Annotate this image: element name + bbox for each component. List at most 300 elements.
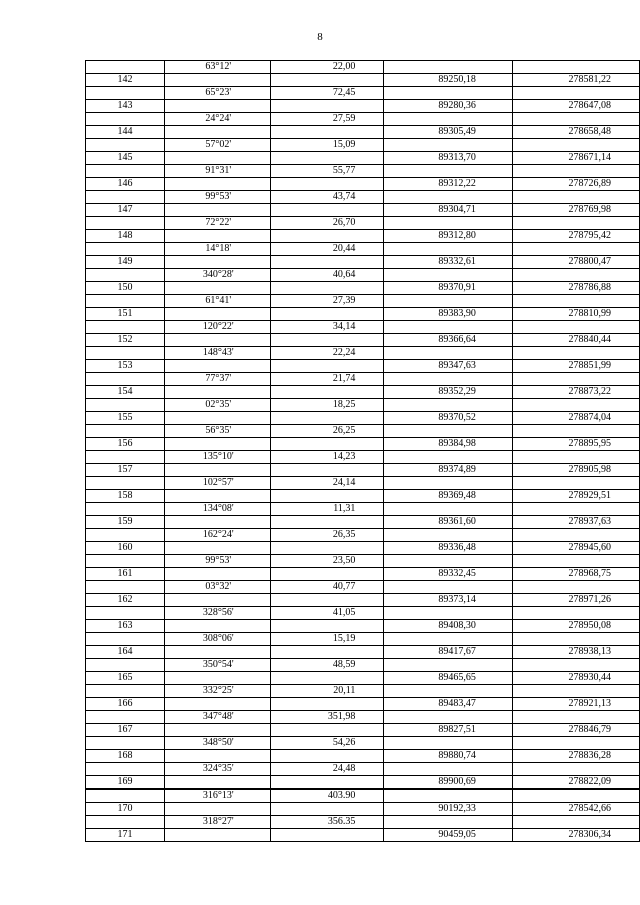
point-row (86, 803, 640, 816)
y-coordinate-cell: 278846,79 (512, 724, 639, 737)
direction-angle-cell: 332°25' (164, 685, 270, 698)
segment-length-cell (270, 334, 384, 347)
x-coordinate-cell: 89880,74 (384, 750, 512, 763)
direction-angle-cell (164, 464, 270, 477)
point-number-cell (86, 217, 165, 230)
x-coordinate-cell (384, 113, 512, 126)
segment-length-cell: 27,39 (270, 295, 384, 308)
direction-angle-cell: 347°48' (164, 711, 270, 724)
point-number-cell (86, 555, 165, 568)
segment-length-cell (270, 152, 384, 165)
x-coordinate-cell (384, 555, 512, 568)
y-coordinate-cell: 278938,13 (512, 646, 639, 659)
direction-angle-cell: 328°56' (164, 607, 270, 620)
x-coordinate-cell: 90192,33 (384, 803, 512, 816)
point-number-cell: 162 (86, 594, 165, 607)
y-coordinate-cell (512, 477, 639, 490)
direction-angle-cell: 57°02' (164, 139, 270, 152)
point-row (86, 334, 640, 347)
point-number-cell (86, 61, 165, 74)
y-coordinate-cell (512, 451, 639, 464)
point-row (86, 152, 640, 165)
direction-angle-cell (164, 646, 270, 659)
point-number-cell: 144 (86, 126, 165, 139)
x-coordinate-cell (384, 243, 512, 256)
x-coordinate-cell (384, 789, 512, 803)
segment-length-cell (270, 490, 384, 503)
y-coordinate-cell (512, 243, 639, 256)
point-number-cell (86, 425, 165, 438)
segment-row (86, 269, 640, 282)
point-row (86, 594, 640, 607)
point-row (86, 438, 640, 451)
direction-angle-cell (164, 594, 270, 607)
segment-length-cell (270, 282, 384, 295)
point-row (86, 360, 640, 373)
segment-length-cell: 403.90 (270, 789, 384, 803)
x-coordinate-cell (384, 607, 512, 620)
direction-angle-cell: 324°35' (164, 763, 270, 776)
y-coordinate-cell: 278874,04 (512, 412, 639, 425)
direction-angle-cell (164, 672, 270, 685)
direction-angle-cell (164, 230, 270, 243)
point-row (86, 698, 640, 711)
segment-row (86, 503, 640, 516)
y-coordinate-cell (512, 581, 639, 594)
y-coordinate-cell (512, 659, 639, 672)
x-coordinate-cell (384, 321, 512, 334)
y-coordinate-cell: 278581,22 (512, 74, 639, 87)
direction-angle-cell (164, 568, 270, 581)
point-row (86, 256, 640, 269)
segment-length-cell (270, 698, 384, 711)
y-coordinate-cell: 278542,66 (512, 803, 639, 816)
segment-length-cell (270, 256, 384, 269)
y-coordinate-cell: 278950,08 (512, 620, 639, 633)
segment-length-cell (270, 568, 384, 581)
direction-angle-cell: 308°06' (164, 633, 270, 646)
direction-angle-cell: 134°08' (164, 503, 270, 516)
y-coordinate-cell (512, 425, 639, 438)
y-coordinate-cell: 278921,13 (512, 698, 639, 711)
point-row (86, 542, 640, 555)
segment-length-cell (270, 594, 384, 607)
point-row (86, 750, 640, 763)
segment-row (86, 139, 640, 152)
x-coordinate-cell: 89332,61 (384, 256, 512, 269)
segment-length-cell (270, 750, 384, 763)
y-coordinate-cell (512, 737, 639, 750)
point-number-cell: 149 (86, 256, 165, 269)
point-row (86, 829, 640, 842)
segment-length-cell: 72,45 (270, 87, 384, 100)
point-row (86, 724, 640, 737)
segment-length-cell (270, 803, 384, 816)
segment-length-cell (270, 646, 384, 659)
x-coordinate-cell: 89332,45 (384, 568, 512, 581)
point-number-cell: 146 (86, 178, 165, 191)
point-number-cell: 160 (86, 542, 165, 555)
y-coordinate-cell (512, 295, 639, 308)
y-coordinate-cell: 278930,44 (512, 672, 639, 685)
segment-length-cell (270, 386, 384, 399)
direction-angle-cell: 61°41' (164, 295, 270, 308)
direction-angle-cell (164, 516, 270, 529)
direction-angle-cell (164, 152, 270, 165)
y-coordinate-cell: 278873,22 (512, 386, 639, 399)
x-coordinate-cell (384, 165, 512, 178)
x-coordinate-cell (384, 816, 512, 829)
y-coordinate-cell: 278786,88 (512, 282, 639, 295)
point-row (86, 620, 640, 633)
point-number-cell: 164 (86, 646, 165, 659)
direction-angle-cell: 348°50' (164, 737, 270, 750)
x-coordinate-cell (384, 633, 512, 646)
x-coordinate-cell: 89313,70 (384, 152, 512, 165)
segment-length-cell (270, 126, 384, 139)
direction-angle-cell: 14°18' (164, 243, 270, 256)
direction-angle-cell: 120°22' (164, 321, 270, 334)
direction-angle-cell: 316°13' (164, 789, 270, 803)
direction-angle-cell (164, 438, 270, 451)
y-coordinate-cell: 278726,89 (512, 178, 639, 191)
x-coordinate-cell: 89347,63 (384, 360, 512, 373)
direction-angle-cell: 99°53' (164, 191, 270, 204)
y-coordinate-cell: 278945,60 (512, 542, 639, 555)
direction-angle-cell: 162°24' (164, 529, 270, 542)
x-coordinate-cell (384, 685, 512, 698)
segment-row (86, 243, 640, 256)
x-coordinate-cell: 89900,69 (384, 776, 512, 790)
point-row (86, 308, 640, 321)
point-number-cell: 155 (86, 412, 165, 425)
y-coordinate-cell: 278968,75 (512, 568, 639, 581)
y-coordinate-cell (512, 87, 639, 100)
segment-length-cell: 48,59 (270, 659, 384, 672)
direction-angle-cell (164, 803, 270, 816)
point-number-cell: 170 (86, 803, 165, 816)
point-number-cell: 145 (86, 152, 165, 165)
point-number-cell (86, 321, 165, 334)
x-coordinate-cell (384, 373, 512, 386)
y-coordinate-cell (512, 373, 639, 386)
segment-row (86, 347, 640, 360)
y-coordinate-cell (512, 269, 639, 282)
segment-length-cell: 34,14 (270, 321, 384, 334)
segment-row (86, 763, 640, 776)
direction-angle-cell (164, 308, 270, 321)
segment-length-cell (270, 308, 384, 321)
y-coordinate-cell: 278769,98 (512, 204, 639, 217)
x-coordinate-cell: 89361,60 (384, 516, 512, 529)
segment-row (86, 477, 640, 490)
direction-angle-cell: 135°10' (164, 451, 270, 464)
segment-length-cell (270, 672, 384, 685)
segment-length-cell (270, 516, 384, 529)
direction-angle-cell (164, 750, 270, 763)
segment-row (86, 607, 640, 620)
point-number-cell (86, 477, 165, 490)
direction-angle-cell: 63°12' (164, 61, 270, 74)
segment-length-cell: 21,74 (270, 373, 384, 386)
x-coordinate-cell: 89312,80 (384, 230, 512, 243)
direction-angle-cell: 99°53' (164, 555, 270, 568)
x-coordinate-cell (384, 711, 512, 724)
x-coordinate-cell (384, 529, 512, 542)
direction-angle-cell (164, 776, 270, 790)
x-coordinate-cell: 89370,91 (384, 282, 512, 295)
y-coordinate-cell: 278971,26 (512, 594, 639, 607)
direction-angle-cell: 56°35' (164, 425, 270, 438)
page-number: 8 (317, 31, 323, 43)
point-number-cell (86, 711, 165, 724)
segment-length-cell (270, 230, 384, 243)
x-coordinate-cell: 89465,65 (384, 672, 512, 685)
segment-row (86, 87, 640, 100)
y-coordinate-cell: 278851,99 (512, 360, 639, 373)
direction-angle-cell: 24°24' (164, 113, 270, 126)
y-coordinate-cell: 278647,08 (512, 100, 639, 113)
y-coordinate-cell (512, 165, 639, 178)
point-number-cell: 142 (86, 74, 165, 87)
segment-length-cell (270, 360, 384, 373)
point-number-cell: 159 (86, 516, 165, 529)
segment-length-cell: 27,59 (270, 113, 384, 126)
segment-length-cell (270, 724, 384, 737)
direction-angle-cell (164, 386, 270, 399)
point-number-cell (86, 139, 165, 152)
y-coordinate-cell (512, 217, 639, 230)
y-coordinate-cell (512, 347, 639, 360)
x-coordinate-cell: 90459,05 (384, 829, 512, 842)
x-coordinate-cell: 89369,48 (384, 490, 512, 503)
y-coordinate-cell (512, 529, 639, 542)
direction-angle-cell: 350°54' (164, 659, 270, 672)
point-number-cell: 156 (86, 438, 165, 451)
direction-angle-cell (164, 724, 270, 737)
segment-row (86, 529, 640, 542)
direction-angle-cell: 72°22' (164, 217, 270, 230)
segment-length-cell: 22,00 (270, 61, 384, 74)
x-coordinate-cell (384, 399, 512, 412)
segment-row (86, 217, 640, 230)
segment-row (86, 451, 640, 464)
x-coordinate-cell (384, 217, 512, 230)
point-row (86, 776, 640, 790)
direction-angle-cell (164, 698, 270, 711)
direction-angle-cell (164, 620, 270, 633)
segment-row (86, 659, 640, 672)
point-row (86, 126, 640, 139)
point-row (86, 230, 640, 243)
point-row (86, 282, 640, 295)
x-coordinate-cell (384, 737, 512, 750)
point-number-cell (86, 165, 165, 178)
x-coordinate-cell: 89366,64 (384, 334, 512, 347)
direction-angle-cell: 148°43' (164, 347, 270, 360)
point-number-cell: 153 (86, 360, 165, 373)
direction-angle-cell: 318°27' (164, 816, 270, 829)
x-coordinate-cell (384, 61, 512, 74)
segment-row (86, 373, 640, 386)
y-coordinate-cell (512, 61, 639, 74)
segment-length-cell (270, 204, 384, 217)
segment-row (86, 555, 640, 568)
segment-length-cell (270, 464, 384, 477)
segment-length-cell (270, 178, 384, 191)
direction-angle-cell: 102°57' (164, 477, 270, 490)
y-coordinate-cell: 278895,95 (512, 438, 639, 451)
point-row (86, 100, 640, 113)
point-number-cell (86, 113, 165, 126)
segment-length-cell: 18,25 (270, 399, 384, 412)
segment-row (86, 295, 640, 308)
y-coordinate-cell: 278840,44 (512, 334, 639, 347)
x-coordinate-cell: 89370,52 (384, 412, 512, 425)
point-number-cell (86, 373, 165, 386)
point-number-cell: 150 (86, 282, 165, 295)
point-number-cell: 165 (86, 672, 165, 685)
point-number-cell: 147 (86, 204, 165, 217)
segment-length-cell (270, 620, 384, 633)
y-coordinate-cell: 278306,34 (512, 829, 639, 842)
point-number-cell (86, 269, 165, 282)
segment-length-cell: 26,35 (270, 529, 384, 542)
point-number-cell (86, 87, 165, 100)
coordinates-table-body (86, 61, 640, 842)
direction-angle-cell (164, 100, 270, 113)
segment-length-cell: 20,44 (270, 243, 384, 256)
segment-length-cell (270, 74, 384, 87)
point-number-cell (86, 399, 165, 412)
direction-angle-cell (164, 74, 270, 87)
y-coordinate-cell: 278937,63 (512, 516, 639, 529)
point-number-cell: 168 (86, 750, 165, 763)
segment-length-cell: 55,77 (270, 165, 384, 178)
segment-row (86, 399, 640, 412)
segment-length-cell: 41,05 (270, 607, 384, 620)
point-number-cell: 161 (86, 568, 165, 581)
point-number-cell (86, 503, 165, 516)
x-coordinate-cell: 89280,36 (384, 100, 512, 113)
segment-length-cell (270, 829, 384, 842)
point-number-cell (86, 763, 165, 776)
point-number-cell (86, 295, 165, 308)
segment-length-cell (270, 776, 384, 790)
y-coordinate-cell (512, 607, 639, 620)
segment-length-cell: 11,31 (270, 503, 384, 516)
segment-length-cell (270, 412, 384, 425)
direction-angle-cell (164, 178, 270, 191)
segment-length-cell: 26,25 (270, 425, 384, 438)
y-coordinate-cell (512, 789, 639, 803)
point-row (86, 516, 640, 529)
direction-angle-cell: 77°37' (164, 373, 270, 386)
segment-length-cell: 22,24 (270, 347, 384, 360)
segment-length-cell: 356.35 (270, 816, 384, 829)
direction-angle-cell (164, 542, 270, 555)
point-number-cell: 148 (86, 230, 165, 243)
x-coordinate-cell: 89408,30 (384, 620, 512, 633)
x-coordinate-cell: 89250,18 (384, 74, 512, 87)
x-coordinate-cell: 89305,49 (384, 126, 512, 139)
direction-angle-cell (164, 412, 270, 425)
point-number-cell (86, 451, 165, 464)
segment-length-cell: 40,77 (270, 581, 384, 594)
x-coordinate-cell (384, 477, 512, 490)
segment-length-cell: 43,74 (270, 191, 384, 204)
direction-angle-cell (164, 126, 270, 139)
segment-row (86, 165, 640, 178)
y-coordinate-cell (512, 633, 639, 646)
y-coordinate-cell (512, 321, 639, 334)
point-number-cell (86, 581, 165, 594)
segment-length-cell: 24,48 (270, 763, 384, 776)
point-row (86, 568, 640, 581)
y-coordinate-cell: 278800,47 (512, 256, 639, 269)
y-coordinate-cell (512, 816, 639, 829)
segment-row (86, 711, 640, 724)
direction-angle-cell (164, 282, 270, 295)
segment-row (86, 425, 640, 438)
segment-length-cell (270, 100, 384, 113)
segment-length-cell: 23,50 (270, 555, 384, 568)
y-coordinate-cell (512, 685, 639, 698)
point-number-cell (86, 737, 165, 750)
point-number-cell: 163 (86, 620, 165, 633)
segment-length-cell: 20,11 (270, 685, 384, 698)
x-coordinate-cell (384, 503, 512, 516)
direction-angle-cell: 65°23' (164, 87, 270, 100)
point-number-cell: 154 (86, 386, 165, 399)
point-number-cell: 166 (86, 698, 165, 711)
direction-angle-cell: 03°32' (164, 581, 270, 594)
x-coordinate-cell: 89312,22 (384, 178, 512, 191)
segment-row (86, 321, 640, 334)
segment-length-cell: 40,64 (270, 269, 384, 282)
y-coordinate-cell (512, 399, 639, 412)
segment-row (86, 816, 640, 829)
segment-row (86, 737, 640, 750)
y-coordinate-cell (512, 763, 639, 776)
y-coordinate-cell (512, 555, 639, 568)
x-coordinate-cell: 89384,98 (384, 438, 512, 451)
segment-row (86, 633, 640, 646)
x-coordinate-cell (384, 87, 512, 100)
y-coordinate-cell: 278822,09 (512, 776, 639, 790)
x-coordinate-cell (384, 763, 512, 776)
coordinates-table (85, 60, 640, 842)
point-number-cell: 169 (86, 776, 165, 790)
segment-length-cell: 15,19 (270, 633, 384, 646)
direction-angle-cell (164, 360, 270, 373)
point-number-cell: 167 (86, 724, 165, 737)
y-coordinate-cell: 278905,98 (512, 464, 639, 477)
point-number-cell: 143 (86, 100, 165, 113)
segment-row (86, 191, 640, 204)
y-coordinate-cell: 278671,14 (512, 152, 639, 165)
segment-length-cell (270, 542, 384, 555)
point-number-cell (86, 243, 165, 256)
x-coordinate-cell (384, 191, 512, 204)
point-number-cell (86, 607, 165, 620)
segment-row (86, 61, 640, 74)
x-coordinate-cell: 89417,67 (384, 646, 512, 659)
segment-length-cell: 54,26 (270, 737, 384, 750)
segment-length-cell (270, 438, 384, 451)
y-coordinate-cell (512, 503, 639, 516)
segment-row (86, 789, 640, 803)
